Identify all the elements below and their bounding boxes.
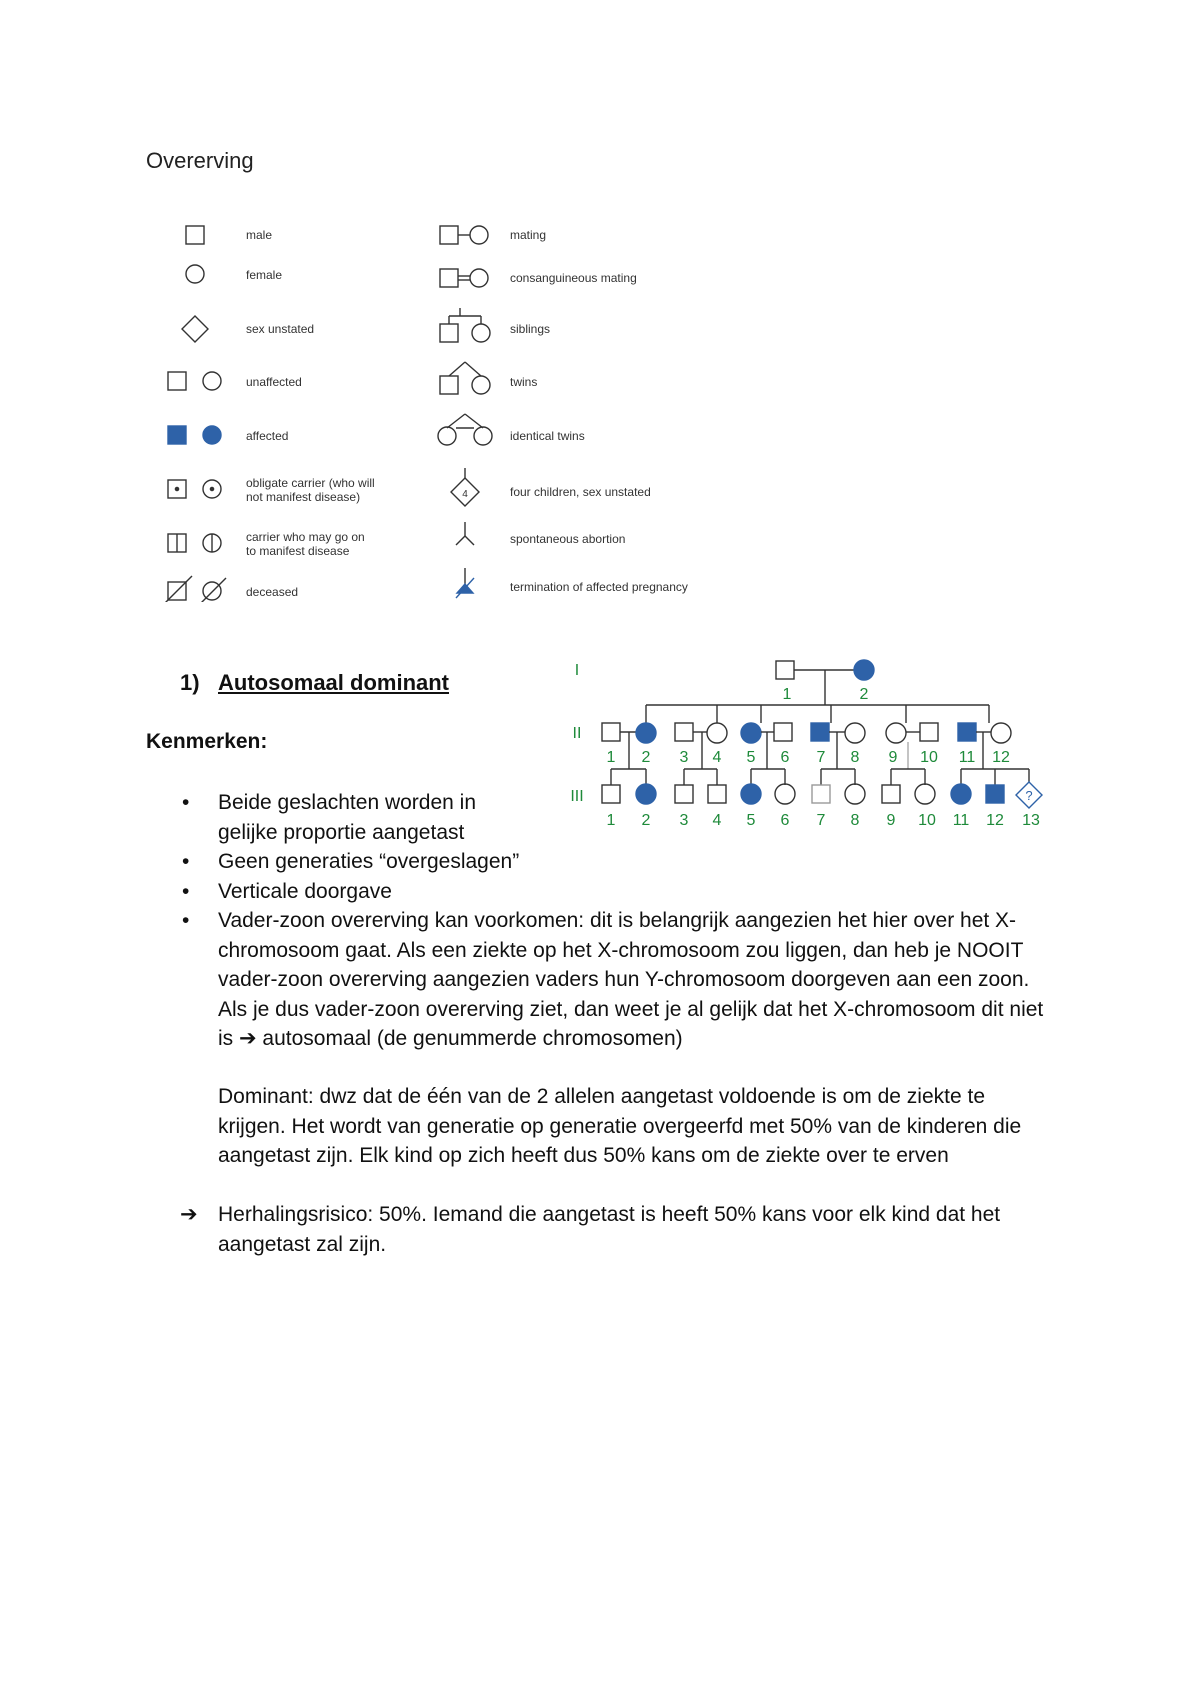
dominant-paragraph: Dominant: dwz dat de één van de 2 allelen aangetast voldoende is om de ziekte te krijgen. Het wordt van generatie op generatie overgeerfd met 50% van de kinderen die aangetast zijn. Elk kind op zich heeft dus 50% kans om de ziekte over te erven (218, 1085, 1022, 1167)
female-circle-icon (186, 265, 204, 283)
label-II-1: 1 (606, 749, 616, 766)
spontaneous-abortion-icon (456, 522, 474, 545)
four-children-icon (451, 468, 479, 506)
label-II-7: 7 (816, 749, 826, 766)
legend-label-carrier: carrier who may go on (246, 530, 365, 544)
section-number: 1) (180, 670, 200, 695)
label-II-12: 12 (992, 749, 1010, 766)
male-square-icon (186, 226, 204, 244)
twins-icon (440, 362, 490, 394)
label-II-3: 3 (679, 749, 689, 766)
legend-label-female: female (246, 268, 283, 282)
pedigree-II-3-male (675, 723, 693, 741)
label-II-10: 10 (920, 749, 938, 766)
label-III-12: 12 (986, 812, 1004, 829)
legend-label-siblings: siblings (510, 322, 551, 336)
list-item (180, 788, 538, 847)
legend-label-unaffected: unaffected (246, 375, 302, 389)
pedigree-II-6-male (774, 723, 792, 741)
label-III-4: 4 (712, 812, 722, 829)
consanguineous-mating-icon (440, 269, 488, 287)
list-item (180, 906, 1060, 1054)
affected-circle-icon (203, 426, 221, 444)
legend-label-termination: termination of affected pregnancy (510, 580, 688, 594)
identical-twins-icon (438, 414, 492, 445)
pedigree-I-1-male (776, 661, 794, 679)
label-III-13: 13 (1022, 812, 1040, 829)
list-item (180, 877, 1060, 907)
legend-label-sex-unstated: sex unstated (246, 322, 315, 336)
recurrence-risk-text: Herhalingsrisico: 50%. Iemand die aangetast is heeft 50% kans voor elk kind dat het aangetast zal zijn. (218, 1203, 1001, 1256)
four-children-count: 4 (462, 489, 468, 500)
pedigree-II-7-male-affected (811, 723, 829, 741)
list-item (180, 847, 1060, 877)
pedigree-II-8-female (845, 723, 865, 743)
label-III-5: 5 (746, 812, 756, 829)
label-II-2: 2 (641, 749, 651, 766)
pedigree-II-10-male (920, 723, 938, 741)
label-I-1: 1 (782, 686, 792, 703)
bullet-icon: • (182, 850, 190, 873)
characteristics-list (180, 788, 1060, 1054)
legend-label-spontaneous-abortion: spontaneous abortion (510, 532, 626, 546)
page-title: Overerving (146, 148, 254, 173)
unaffected-circle-icon (203, 372, 221, 390)
sex-unstated-diamond-icon (182, 316, 208, 342)
legend-label-affected: affected (246, 429, 289, 443)
label-II-4: 4 (712, 749, 722, 766)
unknown-sex-mark: ? (1025, 788, 1033, 803)
label-II-6: 6 (780, 749, 790, 766)
pedigree-II-9-female (886, 723, 906, 743)
legend-label-four-children: four children, sex unstated (510, 485, 651, 499)
label-III-3: 3 (679, 812, 689, 829)
arrow-icon: ➔ (180, 1203, 198, 1226)
pedigree-II-5-female-affected (741, 723, 761, 743)
legend-label-obligate-carrier-2: not manifest disease) (246, 490, 361, 504)
list-item-text: Beide geslachten worden in gelijke proportie aangetast (218, 791, 477, 844)
pedigree-I-2-female-affected (854, 660, 874, 680)
unaffected-square-icon (168, 372, 186, 390)
label-III-1: 1 (606, 812, 616, 829)
bullet-icon: • (182, 791, 190, 814)
pedigree-II-2-female-affected (636, 723, 656, 743)
list-item-text: Geen generaties “overgeslagen” (218, 850, 520, 873)
label-III-9: 9 (886, 812, 896, 829)
legend-label-carrier-2: to manifest disease (246, 544, 350, 558)
list-item-text: Verticale doorgave (218, 879, 392, 903)
label-III-8: 8 (850, 812, 860, 829)
pedigree-II-1-male (602, 723, 620, 741)
pedigree-II-12-female (991, 723, 1011, 743)
mating-icon (440, 226, 488, 244)
legend-label-twins: twins (510, 375, 538, 389)
generation-I: I (574, 662, 580, 679)
generation-III: III (570, 788, 584, 805)
label-III-6: 6 (780, 812, 790, 829)
label-II-11: 11 (958, 749, 976, 766)
recurrence-risk (180, 1200, 1060, 1259)
legend-label-identical-twins: identical twins (510, 429, 585, 443)
legend-label-mating: mating (510, 228, 547, 242)
pedigree-symbol-legend (150, 212, 710, 602)
label-II-8: 8 (850, 749, 860, 766)
legend-label-male: male (246, 228, 273, 242)
generation-II: II (572, 725, 582, 742)
section-heading (180, 670, 449, 696)
label-I-2: 2 (859, 686, 869, 703)
label-II-9: 9 (888, 749, 898, 766)
legend-label-consanguineous: consanguineous mating (510, 271, 637, 285)
deceased-circle-icon (203, 582, 221, 600)
termination-icon (456, 568, 474, 598)
label-II-5: 5 (746, 749, 756, 766)
section-label: Autosomaal dominant (218, 670, 450, 695)
list-item-text: Vader-zoon overerving kan voorkomen: dit is belangrijk aangezien het hier over het X-chromosoom gaat. Als een ziekte op het X-chromosoom zou liggen, dan heb je NOOIT vader-zoon overerving aangezien vaders hun Y-chromosoom doorgeven aan een zoon. Als je dus vader-zoon overerving ziet, dan weet je al gelijk dat het X-chromosoom dit niet is ➔ autosomaal (de genummerde chromosomen) (218, 909, 1044, 1050)
pedigree-II-4-female (707, 723, 727, 743)
pedigree-II-11-male-affected (958, 723, 976, 741)
bullet-icon: • (182, 909, 190, 932)
label-III-2: 2 (641, 812, 651, 829)
kenmerken-heading: Kenmerken: (146, 730, 268, 753)
label-III-7: 7 (816, 812, 826, 829)
siblings-icon (440, 308, 490, 342)
legend-label-deceased: deceased (246, 585, 299, 599)
legend-label-obligate-carrier: obligate carrier (who will (246, 476, 375, 490)
label-III-10: 10 (918, 812, 936, 829)
label-III-11: 11 (952, 812, 970, 829)
bullet-icon: • (182, 879, 190, 903)
affected-square-icon (168, 426, 186, 444)
